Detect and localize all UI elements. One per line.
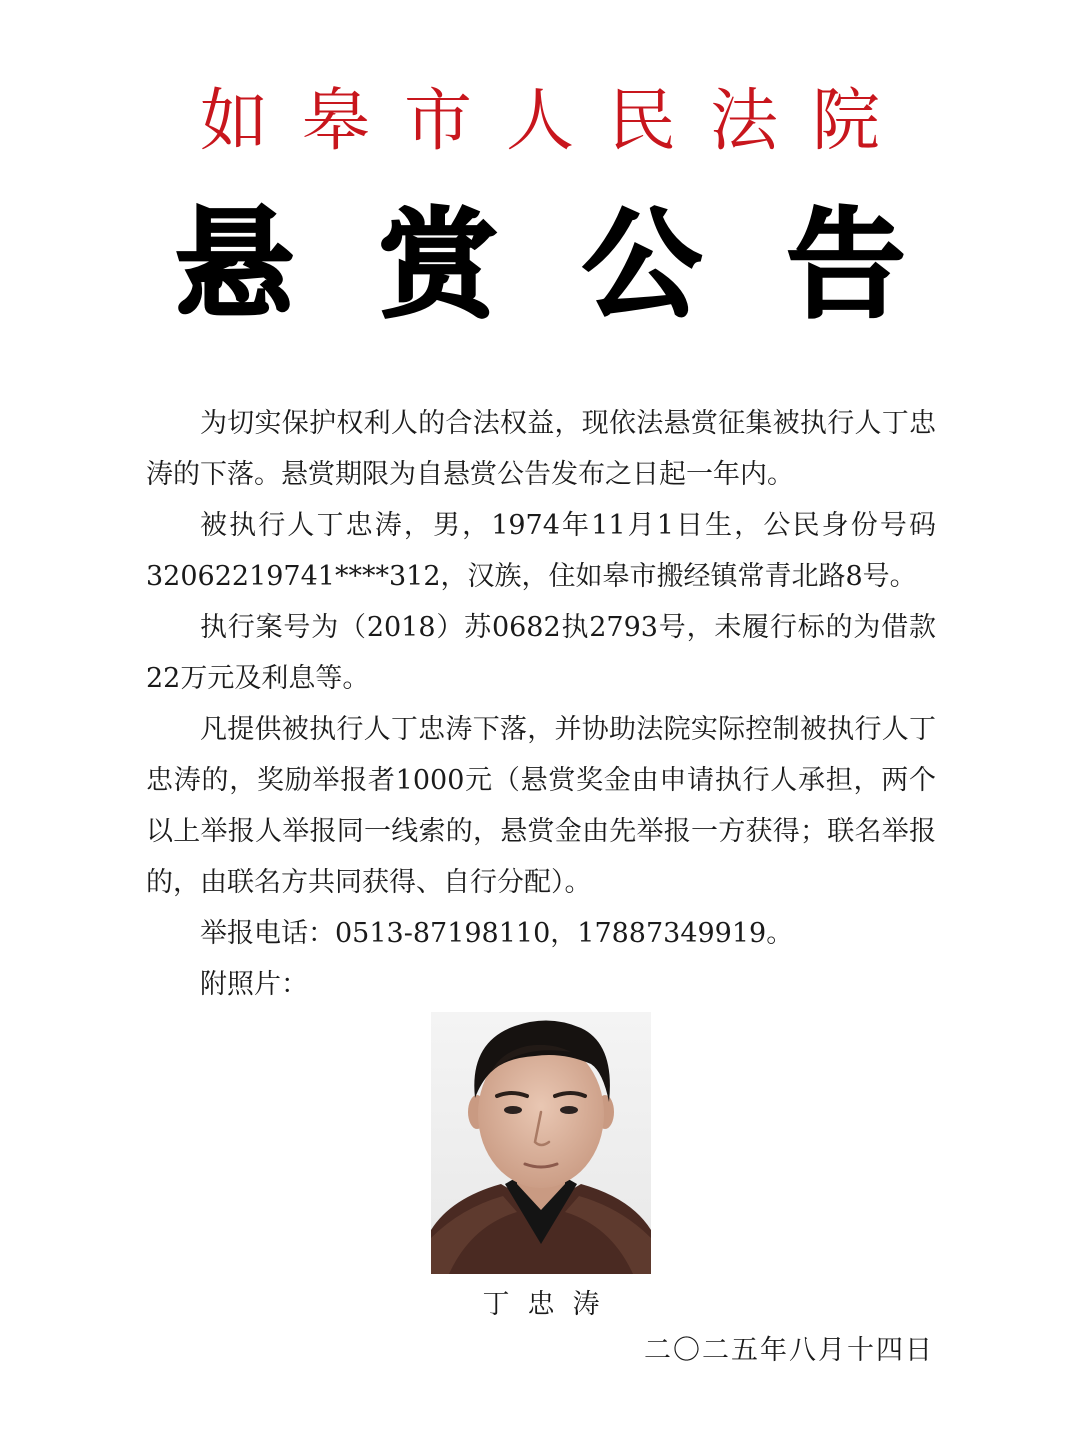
notice-paragraph-case-number: 执行案号为（2018）苏0682执2793号，未履行标的为借款22万元及利息等。 — [146, 612, 936, 694]
notice-paragraph-phone: 举报电话：0513-87198110，17887349919。 — [200, 918, 794, 949]
notice-title: 悬赏公告 — [174, 195, 991, 334]
notice-body — [146, 398, 936, 1010]
notice-paragraph-identity: 被执行人丁忠涛，男，1974年11月1日生，公民身份号码32062219741****312，汉族，住如皋市搬经镇常青北路8号。 — [146, 510, 936, 592]
portrait-photo — [431, 1012, 651, 1274]
photo-caption: 丁忠涛 — [482, 1289, 618, 1320]
notice-date: 二〇二五年八月十四日 — [644, 1335, 934, 1366]
court-name: 如皋市人民法院 — [199, 82, 914, 161]
notice-paragraph-purpose: 为切实保护权利人的合法权益，现依法悬赏征集被执行人丁忠涛的下落。悬赏期限为自悬赏公告发布之日起一年内。 — [146, 408, 936, 490]
notice-paragraph-reward: 凡提供被执行人丁忠涛下落，并协助法院实际控制被执行人丁忠涛的，奖励举报者1000元（悬赏奖金由申请执行人承担，两个以上举报人举报同一线索的，悬赏金由先举报一方获得；联名举报的，由联名方共同获得、自行分配）。 — [146, 714, 936, 898]
portrait-illustration — [431, 1012, 651, 1274]
notice-paragraph-photo-label: 附照片： — [200, 969, 308, 1000]
